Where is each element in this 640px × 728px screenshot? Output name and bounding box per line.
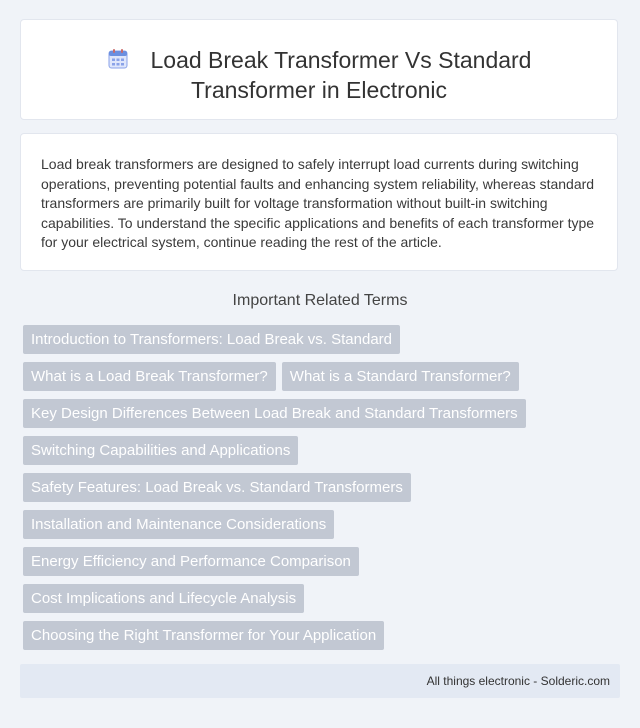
related-terms-heading: Important Related Terms — [232, 292, 408, 309]
footer-text: All things electronic - Solderic.com — [426, 674, 610, 688]
title-line-1: Load Break Transformer Vs Standard — [150, 47, 532, 73]
calendar-icon — [107, 47, 129, 69]
tag-choosing-transformer[interactable]: Choosing the Right Transformer for Your Application — [23, 621, 384, 650]
title-card — [20, 19, 618, 120]
tag-load-break-transformer[interactable]: What is a Load Break Transformer? — [23, 362, 276, 391]
tag-standard-transformer[interactable]: What is a Standard Transformer? — [282, 362, 519, 391]
title-line-2: Transformer in Electronic — [190, 77, 448, 103]
intro-paragraph: Load break transformers are designed to safely interrupt load currents during switching operations, preventing potential faults and enhancing system reliability, whereas standard transformers are primarily built for voltage transformation without built-in switching capabilities. To understand the specific applications and benefits of each transformer type for your electrical system, continue reading the rest of the article. — [41, 156, 595, 251]
tag-switching-capabilities[interactable]: Switching Capabilities and Applications — [23, 436, 298, 465]
tag-installation-maintenance[interactable]: Installation and Maintenance Considerations — [23, 510, 334, 539]
tag-introduction[interactable]: Introduction to Transformers: Load Break vs. Standard — [23, 325, 400, 354]
tag-safety-features[interactable]: Safety Features: Load Break vs. Standard Transformers — [23, 473, 411, 502]
footer — [20, 664, 620, 698]
page-title — [21, 45, 617, 105]
intro-card — [20, 133, 618, 271]
tag-design-differences[interactable]: Key Design Differences Between Load Break and Standard Transformers — [23, 399, 526, 428]
tag-cost-implications[interactable]: Cost Implications and Lifecycle Analysis — [23, 584, 304, 613]
related-terms-list — [23, 325, 623, 658]
tag-energy-efficiency[interactable]: Energy Efficiency and Performance Comparison — [23, 547, 359, 576]
